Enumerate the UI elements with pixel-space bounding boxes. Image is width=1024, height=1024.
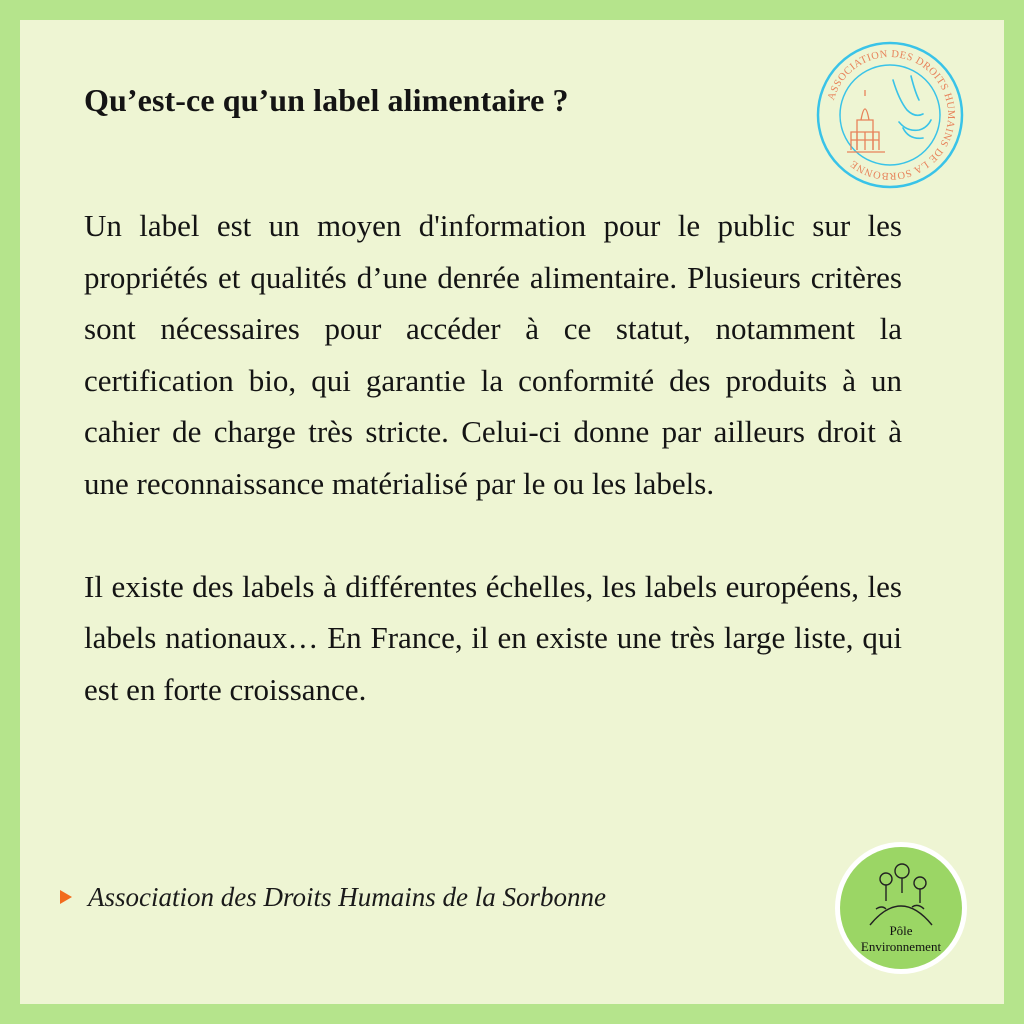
paragraph-definition: Un label est un moyen d'information pour le public sur les propriétés et qualités d’une denrée alimentaire. Plusieurs critères sont nécessaires pour accéder à ce statut, notamment la certification bio, qui garantie la conformité des produits à un cahier de charge très stricte. Celui-ci donne par ailleurs droit à une reconnaissance matérialisé par le ou les labels. [84, 208, 902, 501]
page-title: Qu’est-ce qu’un label alimentaire ? [84, 82, 569, 118]
association-logo [815, 40, 965, 190]
footer-association-name: Association des Droits Humains de la Sorbonne [88, 882, 606, 912]
logo-label-line2: Environnement [860, 939, 942, 954]
paragraph-scales: Il existe des labels à différentes échelles, les labels européens, les labels nationaux… En France, il en existe une très large liste, qui est en forte croissance. [84, 568, 902, 707]
pole-environnement-logo [835, 842, 967, 974]
triangle-bullet-icon [60, 890, 72, 904]
logo-label-line1: Pôle [889, 923, 913, 938]
body-text [84, 200, 902, 715]
svg-text:ASSOCIATION DES DROITS HUMAINS: ASSOCIATION DES DROITS HUMAINS DE LA SORBONNE [826, 48, 957, 182]
logo-badge [840, 847, 962, 969]
